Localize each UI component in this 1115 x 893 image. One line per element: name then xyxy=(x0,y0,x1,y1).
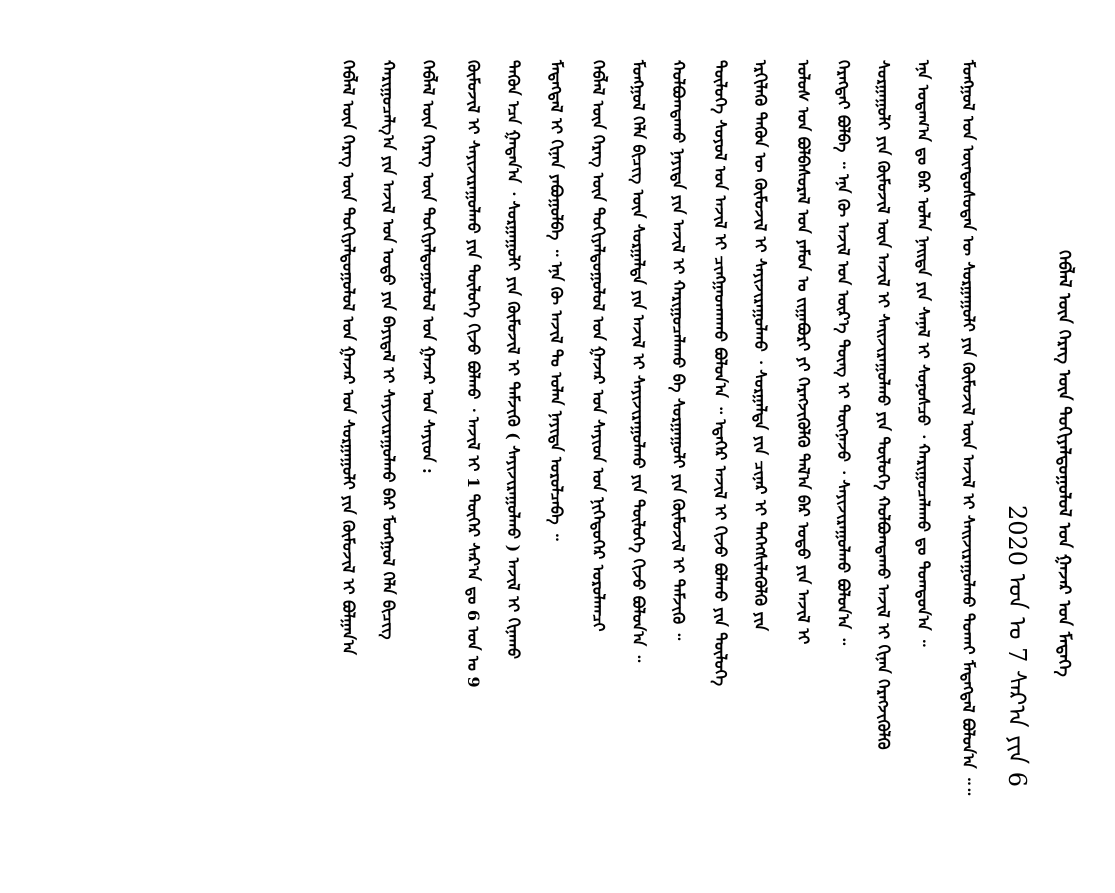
body-line-14: ᠬᠡᠪᠯᠡᠯ ᠦᠨ ᠬᠡᠷᠡᠭ ᠦᠨ ᠲᠣᠬᠢᠶᠠᠯᠳᠤᠭᠤᠯᠤᠯ ᠤᠨ ᠭᠠᠵᠠᠷ ᠤᠨ ᠰᠠᠶᠢᠳ : xyxy=(419,60,438,474)
document-date: 2020 ᠣᠨ ᠤ 7 ᠰᠠᠷ᠎ᠠ ᠶᠢᠨ 6 xyxy=(1003,505,1031,788)
body-line-4: ᠬᠡᠷᠡᠭᠲᠡᠢ ᠪᠣᠯᠪᠠ ᠃ ᠡᠨᠡ ᠬᠦ ᠠᠵᠢᠯ ᠤᠨ ᠦᠷ᠎ᠡ ᠳᠦᠩ ᠢ ᠳᠦᠭᠨᠡᠵᠦ ᠂ ᠰᠠᠶᠢᠵᠢᠷᠠᠭᠤᠯᠬᠤ ᠪᠣᠯᠤᠨ᠎ᠠ ᠃ xyxy=(834,60,853,646)
body-line-11: ᠮᠡᠳᠡᠭᠳᠡᠯ ᠢ ᠬᠢᠨᠠᠨ ᠶᠠᠪᠤᠭᠤᠯᠪᠠ ᠃ ᠡᠨᠡ ᠬᠦ ᠠᠵᠢᠯ ᠲᠤ ᠣᠯᠠᠨ ᠨᠡᠶᠢᠲᠡ ᠣᠷᠤᠯᠴᠠᠪᠠ ᠃ xyxy=(547,60,566,541)
body-line-7: ᠲᠥᠯᠥᠭᠡ ᠰᠣᠶᠣᠯ ᠤᠨ ᠠᠵᠢᠯ ᠢ ᠴᠢᠩᠭᠠᠳᠬᠠᠬᠤ ᠪᠣᠯᠤᠨ᠎ᠠ ᠃ ᠡᠳᠡᠭᠡᠷ ᠠᠵᠢᠯ ᠢ ᠬᠢᠵᠦ ᠪᠣᠯᠬᠤ ᠶᠢᠨ ᠲᠥᠯᠥᠭᠡ xyxy=(711,60,730,687)
body-line-1: ᠮᠣᠩᠭᠣᠯ ᠤᠨ ᠦᠨᠳᠦᠰᠦᠲᠡᠨ ᠦ ᠰᠤᠷᠭᠠᠭᠤᠯᠢ ᠶᠢᠨ ᠬᠦᠮᠦᠵᠢᠯ ᠦᠨ ᠠᠵᠢᠯ ᠢ ᠰᠠᠢᠵᠢᠷᠠᠭᠤᠯᠬᠤ ᠲᠤᠬᠠᠢ ᠮᠡᠳᠡᠭᠳᠡᠯ ᠪᠣᠯᠤᠨ᠎ᠠ ᠃᠃ xyxy=(959,60,978,796)
body-line-13: ᠬᠦᠮᠦᠵᠢᠯ ᠢ ᠰᠠᠶᠢᠵᠢᠷᠠᠭᠤᠯᠬᠤ ᠶᠢᠨ ᠲᠥᠯᠥᠭᠡ ᠬᠢᠵᠦ ᠪᠣᠯᠬᠤ ᠂ ᠠᠵᠢᠯ ᠢ 1 ᠳᠦᠭᠡᠷ ᠰᠠᠷ᠎ᠠ ᠳᠤ 6 ᠤᠨ ᠤ 9 xyxy=(464,60,483,688)
document-header: ᠬᠡᠪᠯᠡᠯ ᠦᠨ ᠬᠡᠷᠡᠭ ᠦᠨ ᠲᠣᠬᠢᠶᠠᠯᠳᠤᠭᠤᠯᠤᠯ ᠤᠨ ᠭᠠᠵᠠᠷ ᠤᠨ ᠮᠡᠳᠡᠭᠡ xyxy=(1054,250,1074,677)
body-line-5: ᠤᠯᠤᠰ ᠤᠨ ᠪᠣᠯᠪᠠᠰᠤᠷᠠᠯ ᠤᠨ ᠶᠠᠮᠤᠨ ᠤ ᠵᠢᠭᠠᠪᠤᠷᠢ ᠶᠢ ᠬᠡᠷᠡᠭᠵᠢᠭᠦᠯᠬᠦ ᠲᠠᠯ᠎ᠠ ᠪᠠᠷ ᠣᠳᠣ ᠶᠢᠨ ᠠᠵᠢᠯ ᠢ xyxy=(794,60,813,645)
body-line-6: ᠡᠷᠬᠢᠯᠡᠬᠦ ᠲᠡᠭᠦᠨ ᠦ ᠬᠦᠮᠦᠵᠢᠯ ᠢ ᠰᠠᠶᠢᠵᠢᠷᠠᠭᠤᠯᠬᠤ ᠂ ᠰᠤᠷᠭᠠᠯᠲᠠ ᠶᠢᠨ ᠴᠢᠨᠠᠷ ᠢ ᠳᠡᠭᠡᠭᠰᠢᠯᠡᠭᠦᠯᠬᠦ ᠶᠢᠨ xyxy=(751,60,770,631)
body-line-2: ᠡᠨᠡ ᠤᠳᠠᠭ᠎ᠠ ᠳᠤ ᠪᠠᠷ ᠣᠯᠠᠨ ᠨᠡᠢᠲᠡ ᠶᠢᠨ ᠰᠠᠨᠠᠯ ᠢ ᠰᠣᠨᠣᠰᠴᠤ ᠂ ᠬᠠᠷᠢᠭᠤᠴᠠᠯᠠᠬᠤ ᠳᠤ ᠳᠤᠭᠳᠤᠨ᠎ᠠ ᠃ xyxy=(914,60,933,647)
body-line-9: ᠮᠣᠩᠭᠣᠯ ᠬᠡᠯᠡ ᠪᠢᠴᠢᠭ ᠦᠨ ᠰᠤᠷᠭᠠᠯᠲᠠ ᠶᠢᠨ ᠠᠵᠢᠯ ᠢ ᠰᠠᠶᠢᠵᠢᠷᠠᠭᠤᠯᠬᠤ ᠶᠢᠨ ᠲᠥᠯᠥᠭᠡ ᠬᠢᠵᠦ ᠪᠣᠯᠤᠨ᠎ᠠ ᠃ xyxy=(629,60,648,663)
body-line-3: ᠰᠤᠷᠭᠠᠭᠤᠯᠢ ᠶᠢᠨ ᠬᠦᠮᠦᠵᠢᠯ ᠦᠨ ᠠᠵᠢᠯ ᠢ ᠰᠠᠢᠵᠢᠷᠠᠭᠤᠯᠬᠤ ᠶᠢᠨ ᠲᠦᠯᠦᠭᠡ ᠬᠣᠯᠪᠣᠭᠳᠠᠬᠤ ᠠᠵᠢᠯ ᠢ ᠬᠢᠨᠠᠨ ᠬᠡᠷᠡᠭᠵᠢᠭᠦᠯᠬᠦ xyxy=(874,60,893,750)
body-line-15: ᠬᠠᠷᠢᠭᠤᠴᠠᠯᠭ᠎ᠠ ᠶᠢᠨ ᠠᠵᠢᠯ ᠤᠨ ᠣᠳᠣ ᠶᠢᠨ ᠪᠠᠶᠢᠳᠠᠯ ᠢ ᠰᠠᠶᠢᠵᠢᠷᠠᠭᠤᠯᠬᠤ ᠪᠠᠷ ᠮᠣᠩᠭᠣᠯ ᠬᠡᠯᠡ ᠪᠢᠴᠢᠭ xyxy=(379,60,398,640)
body-line-16: ᠬᠡᠪᠯᠡᠯ ᠦᠨ ᠬᠡᠷᠡᠭ ᠦᠨ ᠲᠣᠬᠢᠶᠠᠯᠳᠤᠭᠤᠯᠤᠯ ᠤᠨ ᠭᠠᠵᠠᠷ ᠤᠨ ᠰᠤᠷᠭᠠᠭᠤᠯᠢ ᠶᠢᠨ ᠬᠦᠮᠦᠵᠢᠯ ᠢ ᠪᠣᠯᠭᠠᠨ᠎ᠠ xyxy=(339,60,358,655)
body-line-10: ᠬᠡᠪᠯᠡᠯ ᠦᠨ ᠬᠡᠷᠡᠭ ᠦᠨ ᠲᠣᠬᠢᠶᠠᠯᠳᠤᠭᠤᠯᠤᠯ ᠤᠨ ᠭᠠᠵᠠᠷ ᠤᠨ ᠰᠠᠶᠢᠳ ᠤᠨ ᠨᠢᠭᠡᠳᠦᠭᠡᠷ ᠣᠷᠤᠯᠠᠭᠴᠢ xyxy=(589,60,608,632)
body-line-12: ᠲᠡᠭᠦᠨ ᠡᠴᠡ ᠭᠠᠳᠠᠨ᠎ᠠ ᠂ ᠰᠤᠷᠭᠠᠭᠤᠯᠢ ᠶᠢᠨ ᠬᠦᠮᠦᠵᠢᠯ ᠢ ᠳᠡᠮᠵᠢᠬᠦ ( ᠰᠠᠶᠢᠵᠢᠷᠠᠭᠤᠯᠬᠤ ) ᠠᠵᠢᠯ ᠢ ᠬᠢᠨᠠᠬᠤ xyxy=(504,60,523,659)
body-line-8: ᠬᠣᠯᠪᠣᠭᠳᠠᠬᠤ ᠨᠡᠶᠢᠲᠡ ᠶᠢᠨ ᠠᠵᠢᠯ ᠢ ᠬᠠᠷᠢᠭᠤᠴᠠᠯᠠᠬᠤ ᠪᠠ ᠰᠤᠷᠭᠠᠭᠤᠯᠢ ᠶᠢᠨ ᠬᠦᠮᠦᠵᠢᠯ ᠢ ᠳᠡᠮᠵᠢᠬᠦ ᠃ xyxy=(669,60,688,641)
